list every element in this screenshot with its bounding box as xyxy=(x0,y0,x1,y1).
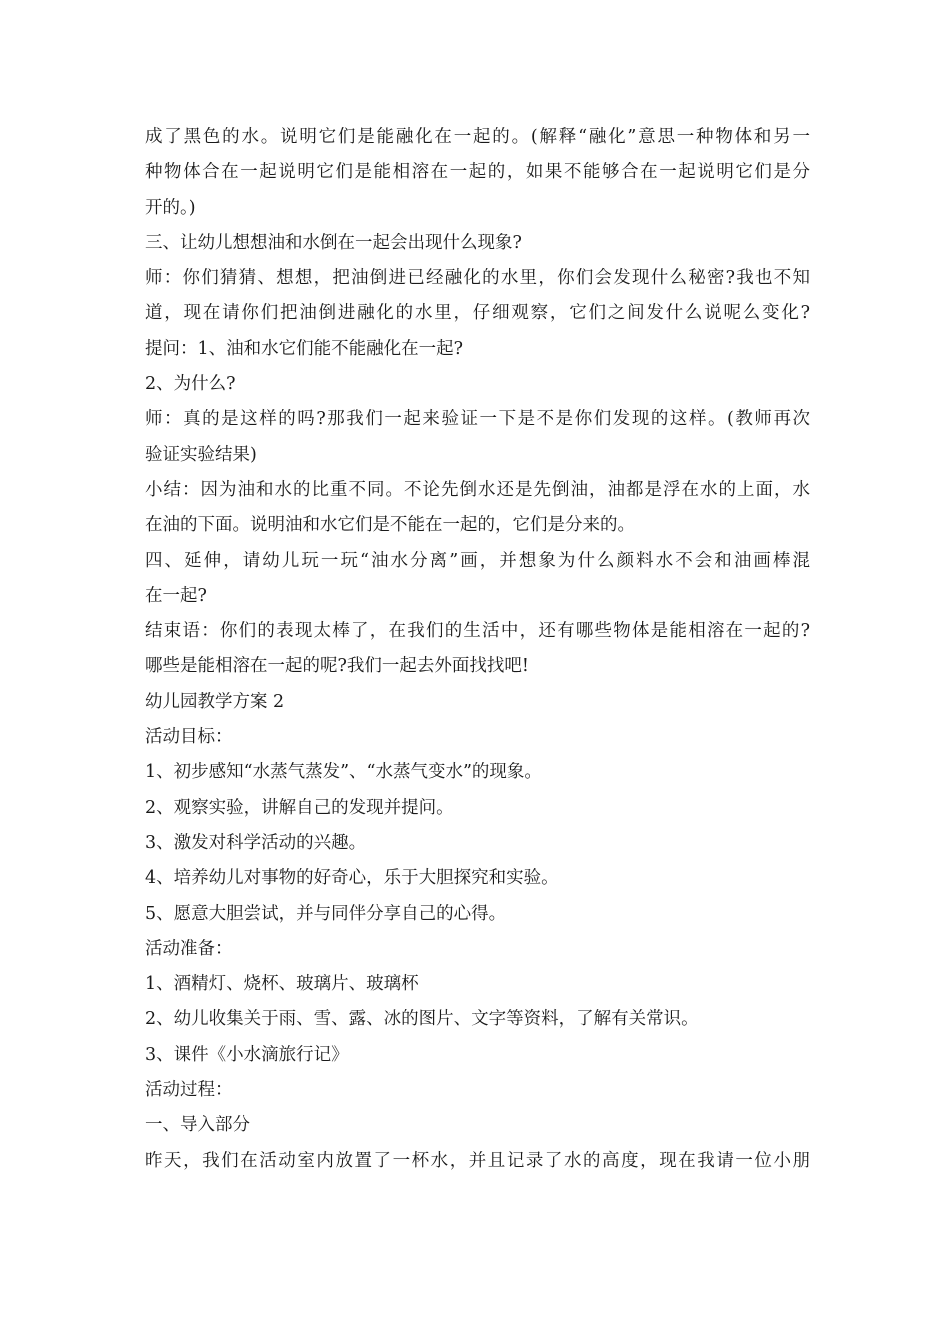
text-line: 开的。) xyxy=(145,197,196,218)
document-body xyxy=(145,120,810,1179)
text-line: 1、初步感知“水蒸气蒸发”、“水蒸气变水”的现象。 xyxy=(145,762,542,783)
text-line: 3、激发对科学活动的兴趣。 xyxy=(145,832,367,853)
text-line: 昨天，我们在活动室内放置了一杯水，并且记录了水的高度，现在我请一位小朋 xyxy=(145,1150,810,1171)
text-line: 1、酒精灯、烧杯、玻璃片、玻璃杯 xyxy=(145,974,419,995)
text-line: 验证实验结果) xyxy=(145,444,257,465)
text-line: 活动目标： xyxy=(145,727,233,748)
text-line: 在一起? xyxy=(145,585,207,606)
text-line: 道，现在请你们把油倒进融化的水里，仔细观察，它们之间发什么说呢么变化? xyxy=(145,303,810,324)
text-line: 活动准备： xyxy=(145,938,233,959)
text-line: 2、观察实验，讲解自己的发现并提问。 xyxy=(145,797,454,818)
text-line: 种物体合在一起说明它们是能相溶在一起的，如果不能够合在一起说明它们是分 xyxy=(145,162,810,183)
text-line: 3、课件《小水滴旅行记》 xyxy=(145,1044,349,1065)
text-line: 活动过程： xyxy=(145,1080,233,1101)
text-line: 师：真的是这样的吗?那我们一起来验证一下是不是你们发现的这样。(教师再次 xyxy=(145,409,810,430)
text-line: 2、幼儿收集关于雨、雪、露、冰的图片、文字等资料，了解有关常识。 xyxy=(145,1009,699,1030)
text-line: 在油的下面。说明油和水它们是不能在一起的，它们是分来的。 xyxy=(145,515,635,536)
text-line: 三、让幼儿想想油和水倒在一起会出现什么现象? xyxy=(145,232,522,253)
text-line: 一、导入部分 xyxy=(145,1115,250,1136)
text-line: 幼儿园教学方案 2 xyxy=(145,691,285,712)
text-line: 5、愿意大胆尝试，并与同伴分享自己的心得。 xyxy=(145,903,507,924)
text-line: 2、为什么? xyxy=(145,374,236,395)
text-line: 4、培养幼儿对事物的好奇心，乐于大胆探究和实验。 xyxy=(145,868,559,889)
text-line: 小结：因为油和水的比重不同。不论先倒水还是先倒油，油都是浮在水的上面，水 xyxy=(145,479,810,500)
text-line: 师：你们猜猜、想想，把油倒进已经融化的水里，你们会发现什么秘密?我也不知 xyxy=(145,268,810,289)
text-line: 哪些是能相溶在一起的呢?我们一起去外面找找吧! xyxy=(145,656,529,677)
text-line: 提问：1、油和水它们能不能融化在一起? xyxy=(145,338,464,359)
text-line: 成了黑色的水。说明它们是能融化在一起的。(解释“融化”意思一种物体和另一 xyxy=(145,127,810,147)
text-line: 四、延伸，请幼儿玩一玩“油水分离”画，并想象为什么颜料水不会和油画棒混 xyxy=(145,550,810,571)
text-line: 结束语：你们的表现太棒了，在我们的生活中，还有哪些物体是能相溶在一起的? xyxy=(145,621,810,642)
